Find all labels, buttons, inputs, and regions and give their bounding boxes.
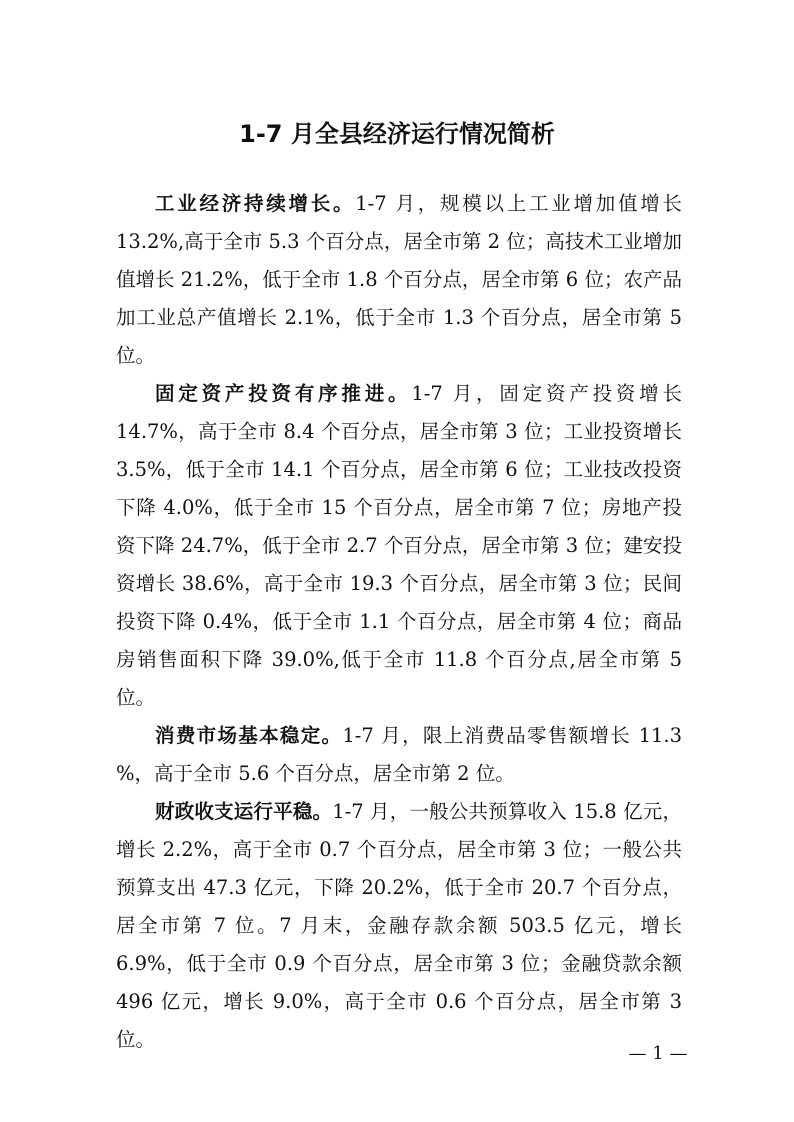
paragraph-text: 1-7 月，规模以上工业增加值增长 13.2%,高于全市 5.3 个百分点，居全市第 2 位；高技术工业增加值增长 21.2%，低于全市 1.8 个百分点，居全市第 6 位；农产品加工业总产值增长 2.1%，低于全市 1.3 个百分点，居全市第 5 位。 [116, 192, 682, 367]
paragraph-consumer-market [116, 717, 682, 793]
paragraph-text: 1-7 月，限上消费品零售额增长 11.3 %，高于全市 5.6 个百分点，居全市第 2 位。 [116, 724, 682, 785]
paragraph-fiscal-revenue-expenditure [116, 793, 682, 1059]
paragraph-heading: 消费市场基本稳定。 [155, 724, 343, 747]
paragraph-heading: 固定资产投资有序推进。 [155, 382, 412, 405]
document-title: 1-7 月全县经济运行情况简析 [239, 120, 555, 148]
paragraph-industrial-economy [116, 185, 682, 375]
paragraph-text: 1-7 月，一般公共预算收入 15.8 亿元，增长 2.2%，高于全市 0.7 个百分点，居全市第 3 位；一般公共预算支出 47.3 亿元，下降 20.2%，低于全市 20.7 个百分点，居全市第 7 位。7 月末，金融存款余额 503.5 亿元，增长 6.9%，低于全市 0.9 个百分点，居全市第 3 位；金融贷款余额 496 亿元，增长 9.0%，高于全市 0.6 个百分点，居全市第 3 位。 [116, 800, 682, 1051]
paragraph-text: 1-7 月，固定资产投资增长 14.7%，高于全市 8.4 个百分点，居全市第 3 位；工业投资增长 3.5%，低于全市 14.1 个百分点，居全市第 6 位；工业技改投资下降 4.0%，低于全市 15 个百分点，居全市第 7 位；房地产投资下降 24.7%，低于全市 2.7 个百分点，居全市第 3 位；建安投资增长 38.6%，高于全市 19.3 个百分点，居全市第 3 位；民间投资下降 0.4%，低于全市 1.1 个百分点，居全市第 4 位；商品房销售面积下降 39.0%,低于全市 11.8 个百分点,居全市第 5 位。 [116, 382, 682, 709]
document-body [116, 185, 682, 1059]
paragraph-fixed-asset-investment [116, 375, 682, 717]
paragraph-heading: 工业经济持续增长。 [155, 192, 356, 215]
paragraph-heading: 财政收支运行平稳。 [155, 800, 333, 823]
page-number: — 1 — [628, 1043, 688, 1064]
